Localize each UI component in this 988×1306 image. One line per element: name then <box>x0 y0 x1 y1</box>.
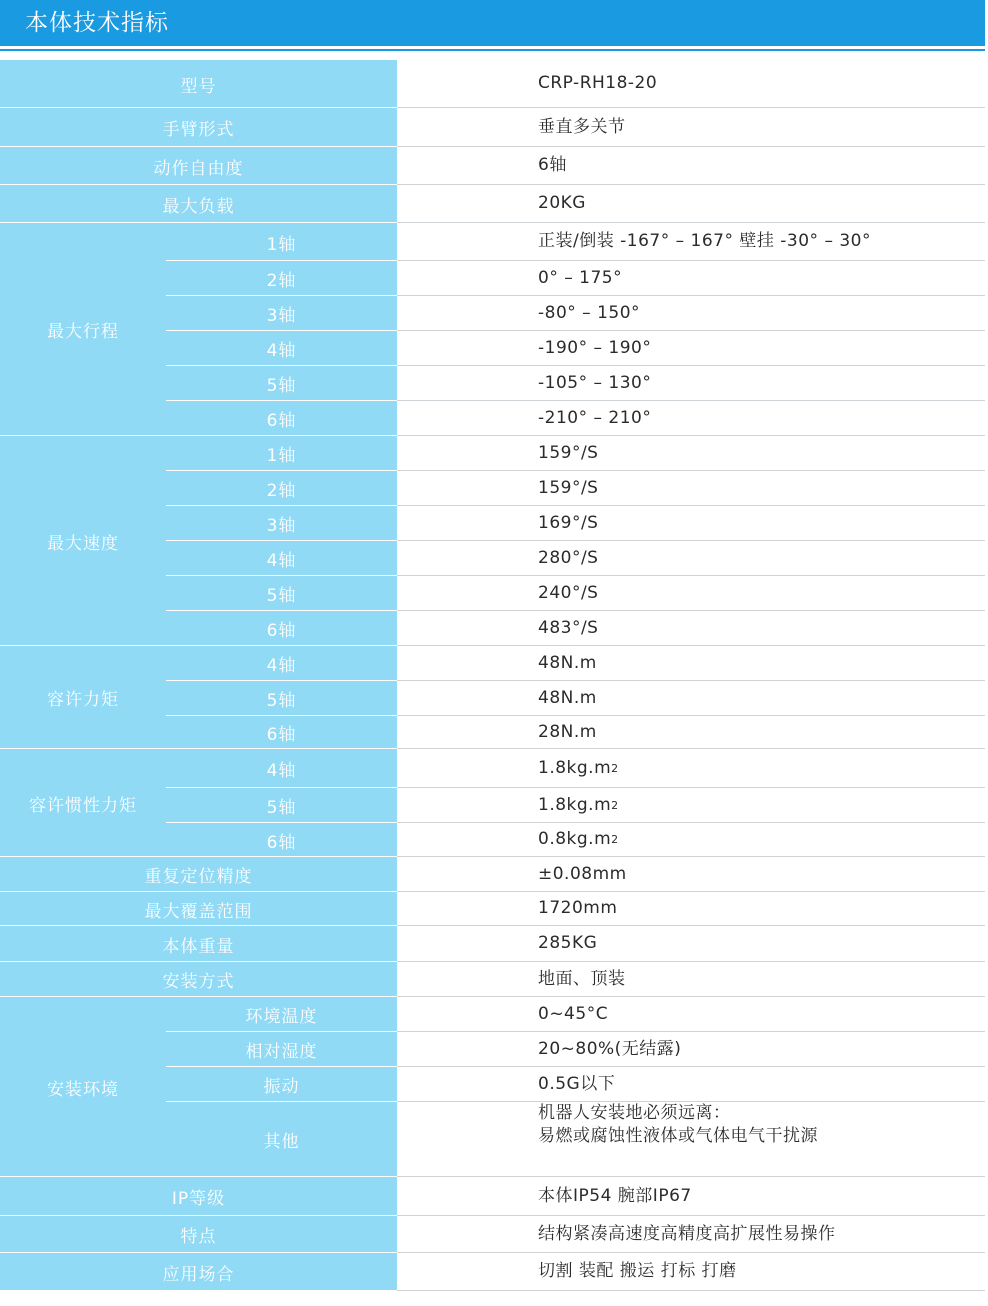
value-text: 483°/S <box>538 617 599 638</box>
label-payload: 最大负载 <box>0 185 397 223</box>
sublabel-moment: 6轴 <box>166 716 397 749</box>
sublabel-speed: 5轴 <box>166 576 397 611</box>
value-speed <box>397 611 985 646</box>
value-repeat: ±0.08mm <box>397 857 985 892</box>
superscript: 2 <box>611 833 619 846</box>
value-env <box>397 1102 985 1177</box>
value-text: 0.5G以下 <box>538 1073 616 1094</box>
value-text: 1.8kg.m <box>538 794 612 815</box>
sublabel-stroke: 3轴 <box>166 296 397 331</box>
sublabel-stroke: 4轴 <box>166 331 397 366</box>
label-feature: 特点 <box>0 1216 397 1253</box>
value-moment <box>397 681 985 716</box>
value-text: 48N.m <box>538 687 597 708</box>
label-reach: 最大覆盖范围 <box>0 892 397 926</box>
value-dof: 6轴 <box>397 147 985 185</box>
superscript: 2 <box>611 761 619 775</box>
value-ip: 本体IP54 腕部IP67 <box>397 1177 985 1216</box>
header-underline <box>0 49 985 51</box>
value-speed <box>397 436 985 471</box>
value-text: 159°/S <box>538 442 599 463</box>
sublabel-env: 相对湿度 <box>166 1032 397 1067</box>
value-text: 48N.m <box>538 652 597 673</box>
value-speed <box>397 471 985 506</box>
sublabel-speed: 3轴 <box>166 506 397 541</box>
value-text: 280°/S <box>538 547 599 568</box>
sublabel-env: 环境温度 <box>166 997 397 1032</box>
value-stroke <box>397 261 985 296</box>
sublabel-inertia: 4轴 <box>166 749 397 788</box>
group-label-moment: 容许力矩 <box>0 646 166 749</box>
value-text: 0~45°C <box>538 1003 609 1024</box>
value-weight: 285KG <box>397 926 985 962</box>
value-text: 正装/倒装 -167° – 167° 壁挂 -30° – 30° <box>538 231 871 251</box>
value-moment <box>397 716 985 749</box>
value-payload: 20KG <box>397 185 985 223</box>
sublabel-inertia: 6轴 <box>166 823 397 857</box>
value-inertia <box>397 749 985 788</box>
value-moment <box>397 646 985 681</box>
sublabel-speed: 2轴 <box>166 471 397 506</box>
value-text: -210° – 210° <box>538 407 652 428</box>
group-label-inertia: 容许惯性力矩 <box>0 749 166 857</box>
label-usage: 应用场合 <box>0 1253 397 1291</box>
value-reach: 1720mm <box>397 892 985 926</box>
value-text: 240°/S <box>538 582 599 603</box>
group-label-env: 安装环境 <box>0 997 166 1177</box>
sublabel-stroke: 1轴 <box>166 223 397 261</box>
value-stroke <box>397 331 985 366</box>
value-stroke <box>397 223 985 261</box>
group-label-speed: 最大速度 <box>0 436 166 646</box>
value-text: 159°/S <box>538 477 599 498</box>
row-divider <box>0 1290 397 1291</box>
value-mount: 地面、顶装 <box>397 962 985 997</box>
label-model: 型号 <box>0 60 397 108</box>
value-text: 28N.m <box>538 721 597 742</box>
value-text: 1.8kg.m <box>538 757 612 778</box>
value-text: -105° – 130° <box>538 372 652 393</box>
value-text: -190° – 190° <box>538 337 652 358</box>
value-speed <box>397 576 985 611</box>
value-text: 169°/S <box>538 512 599 533</box>
sublabel-speed: 4轴 <box>166 541 397 576</box>
value-model: CRP-RH18-20 <box>397 60 985 108</box>
label-repeat: 重复定位精度 <box>0 857 397 892</box>
label-mount: 安装方式 <box>0 962 397 997</box>
value-env <box>397 1032 985 1067</box>
sublabel-env: 振动 <box>166 1067 397 1102</box>
value-text: -80° – 150° <box>538 302 641 323</box>
value-text: 0° – 175° <box>538 267 623 288</box>
value-inertia <box>397 823 985 857</box>
sublabel-moment: 4轴 <box>166 646 397 681</box>
value-speed <box>397 506 985 541</box>
value-stroke <box>397 401 985 436</box>
value-usage: 切割 装配 搬运 打标 打磨 <box>397 1253 985 1291</box>
value-inertia <box>397 788 985 823</box>
value-env <box>397 1067 985 1102</box>
value-stroke <box>397 296 985 331</box>
label-dof: 动作自由度 <box>0 147 397 185</box>
group-label-stroke: 最大行程 <box>0 223 166 436</box>
value-speed <box>397 541 985 576</box>
superscript: 2 <box>611 798 619 812</box>
sublabel-speed: 1轴 <box>166 436 397 471</box>
label-ip: IP等级 <box>0 1177 397 1216</box>
spec-table <box>0 60 985 1291</box>
value-arm: 垂直多关节 <box>397 108 985 147</box>
sublabel-moment: 5轴 <box>166 681 397 716</box>
value-text: 20~80%(无结露) <box>538 1038 682 1059</box>
value-env <box>397 997 985 1032</box>
label-arm: 手臂形式 <box>0 108 397 147</box>
section-header <box>0 0 985 46</box>
value-stroke <box>397 366 985 401</box>
label-weight: 本体重量 <box>0 926 397 962</box>
sublabel-stroke: 5轴 <box>166 366 397 401</box>
sublabel-speed: 6轴 <box>166 611 397 646</box>
value-text-line: 机器人安装地必须远离： <box>538 1103 731 1123</box>
sublabel-stroke: 2轴 <box>166 261 397 296</box>
value-text-line: 易燃或腐蚀性液体或气体电气干扰源 <box>538 1126 818 1146</box>
sublabel-stroke: 6轴 <box>166 401 397 436</box>
sublabel-inertia: 5轴 <box>166 788 397 823</box>
value-text: 0.8kg.m <box>538 829 612 849</box>
sublabel-env: 其他 <box>166 1102 397 1177</box>
section-title: 本体技术指标 <box>25 10 169 36</box>
value-feature: 结构紧凑高速度高精度高扩展性易操作 <box>397 1216 985 1253</box>
